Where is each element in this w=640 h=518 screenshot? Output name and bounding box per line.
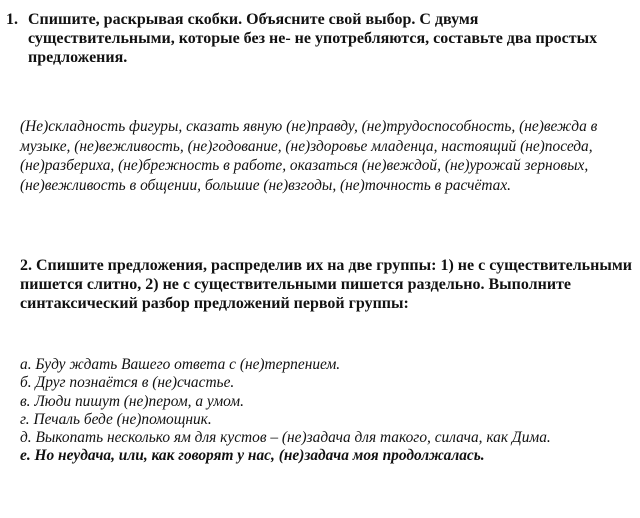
task-1-exercise-text: (Не)складность фигуры, сказать явную (не)правду, (не)трудоспособность, (не)вежда в музыке, (не)вежливость, (не)годование, (не)здоровье младенца, настоящий (не)поседа, (не)разбериха, (не)брежность в работе, оказаться (не)веждой, (не)урожай зерновых, (не)вежливость в общении, большие (не)взгоды, (не)точность в расчётах.	[20, 118, 598, 194]
task-1-heading	[6, 10, 626, 67]
task-2-sentence-list	[20, 356, 634, 466]
sentence-a: а. Буду ждать Вашего ответа с (не)терпением.	[20, 356, 341, 373]
task-2-heading: 2. Спишите предложения, распределив их на две группы: 1) не с существительными пишется слитно, 2) не с существительными пишется раздельно. Выполните синтаксический разбор предложений первой группы:	[20, 257, 632, 312]
task-1-heading-text: Спишите, раскрывая скобки. Объясните свой выбор. С двумя существительными, которые без не- не употребляются, составьте два простых предложения.	[28, 11, 598, 66]
task-1-number: 1.	[6, 11, 18, 28]
sentence-d: д. Выкопать несколько ям для кустов – (не)задача для такого, силача, как Дима.	[20, 429, 551, 447]
sentence-g: г. Печаль беде (не)помощник.	[20, 410, 212, 428]
sentence-v: в. Люди пишут (не)пером, а умом.	[20, 392, 244, 410]
sentence-e: е. Но неудача, или, как говорят у нас, (не)задача моя продолжалась.	[20, 447, 485, 465]
sentence-b: б. Друг познаётся в (не)счастье.	[20, 374, 235, 392]
